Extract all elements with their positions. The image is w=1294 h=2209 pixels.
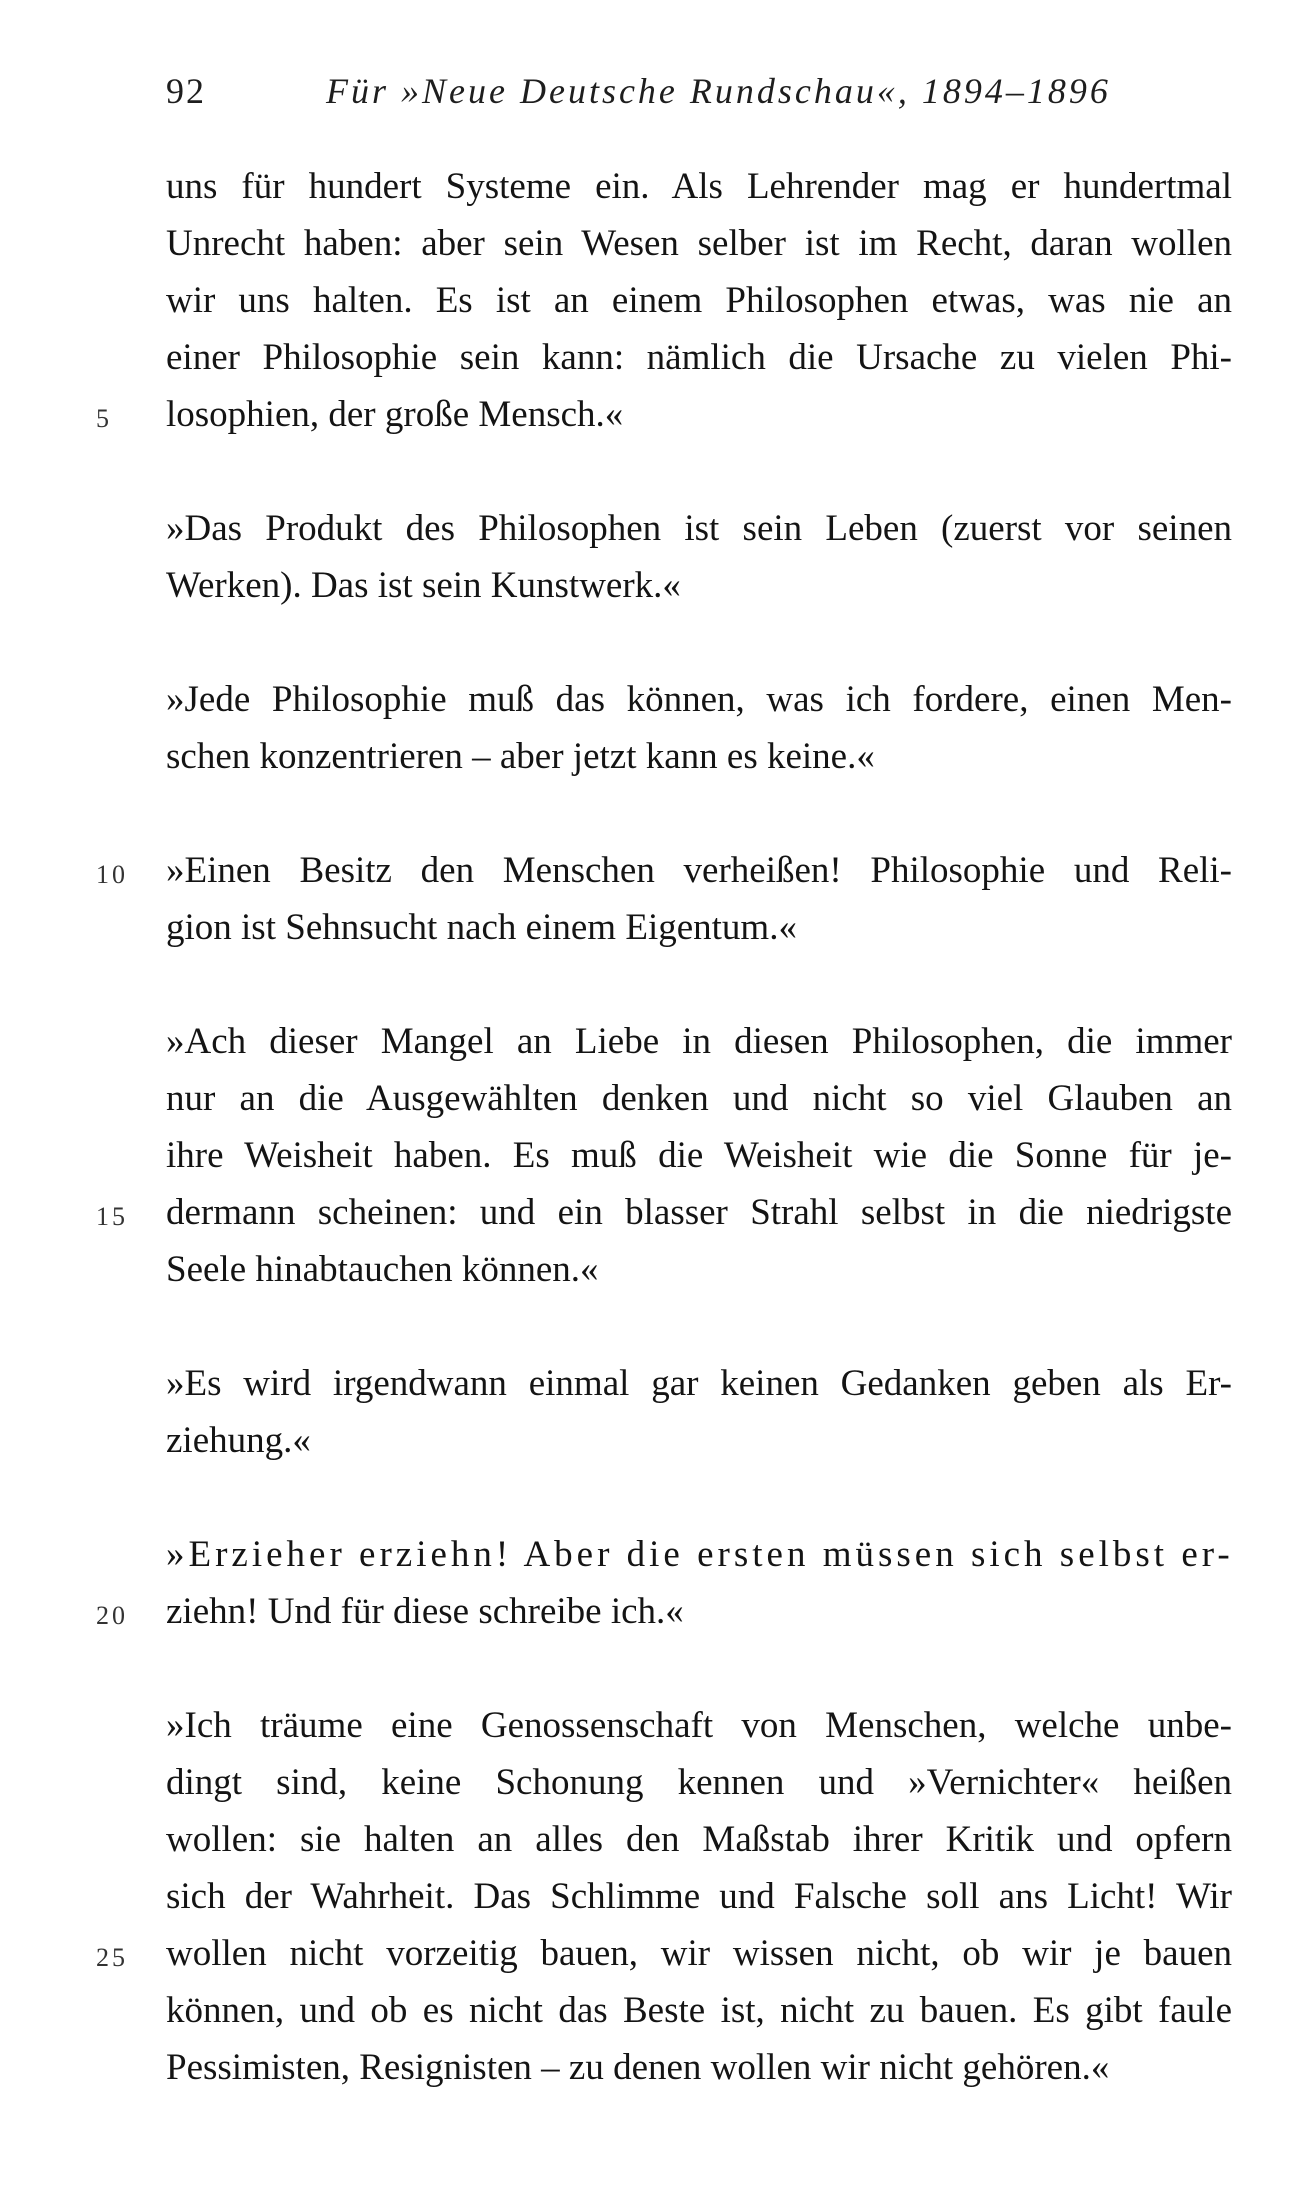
- text-line: [166, 1526, 1232, 1583]
- line-text: »Es wird irgendwann einmal gar keinen Gedanken geben als Er-: [166, 1363, 1232, 1404]
- text-line: [166, 2039, 1232, 2096]
- paragraph: [96, 1526, 1234, 1640]
- line-number: 10: [96, 860, 128, 889]
- line-text: »Das Produkt des Philosophen ist sein Leben (zuerst vor seinen: [166, 508, 1232, 549]
- text-line: [96, 386, 1232, 443]
- line-text: »Ich träume eine Genossenschaft von Menschen, welche unbe-: [166, 1705, 1232, 1746]
- paragraph: [96, 1013, 1232, 1298]
- line-text: ziehung.«: [166, 1420, 311, 1461]
- text-line: [166, 1754, 1232, 1811]
- line-text: schen konzentrieren – aber jetzt kann es keine.«: [166, 736, 875, 777]
- paragraph: [166, 671, 1232, 785]
- page-number: 92: [166, 71, 206, 111]
- line-number: 25: [96, 1943, 128, 1972]
- line-number: 5: [96, 404, 112, 433]
- text-line: [166, 728, 1232, 785]
- line-text: »Ach dieser Mangel an Liebe in diesen Philosophen, die immer: [166, 1021, 1232, 1062]
- line-number: 20: [96, 1601, 128, 1630]
- line-text: ziehn! Und für diese schreibe ich.«: [166, 1591, 684, 1632]
- body-text: [96, 158, 1234, 2153]
- paragraph: [96, 842, 1232, 956]
- text-line: [166, 1013, 1232, 1070]
- text-line: [166, 1355, 1232, 1412]
- text-line: [166, 215, 1232, 272]
- text-line: [166, 1868, 1232, 1925]
- text-line: [166, 1070, 1232, 1127]
- line-text: gion ist Sehnsucht nach einem Eigentum.«: [166, 907, 797, 948]
- text-line: [96, 1925, 1232, 1982]
- running-header: [166, 70, 1166, 120]
- paragraph: [96, 1697, 1232, 2096]
- text-line: [166, 1241, 1232, 1298]
- line-text: wollen nicht vorzeitig bauen, wir wissen nicht, ob wir je bauen: [166, 1933, 1232, 1974]
- line-text: sich der Wahrheit. Das Schlimme und Falsche soll ans Licht! Wir: [166, 1876, 1232, 1917]
- line-text: Unrecht haben: aber sein Wesen selber ist im Recht, daran wollen: [166, 223, 1232, 264]
- line-text: Werken). Das ist sein Kunstwerk.«: [166, 565, 681, 606]
- line-text: dermann scheinen: und ein blasser Strahl selbst in die niedrigste: [166, 1192, 1232, 1233]
- line-text: Pessimisten, Resignisten – zu denen wollen wir nicht gehören.«: [166, 2047, 1110, 2088]
- text-line: [166, 557, 1232, 614]
- line-text: »Einen Besitz den Menschen verheißen! Philosophie und Reli-: [166, 850, 1232, 891]
- paragraph: [96, 158, 1232, 443]
- line-text: uns für hundert Systeme ein. Als Lehrender mag er hundertmal: [166, 166, 1232, 207]
- line-text: wollen: sie halten an alles den Maßstab ihrer Kritik und opfern: [166, 1819, 1232, 1860]
- text-line: [166, 1412, 1232, 1469]
- line-text: »Jede Philosophie muß das können, was ich fordere, einen Men-: [166, 679, 1232, 720]
- running-title: Für »Neue Deutsche Rundschau«, 1894–1896: [326, 71, 1111, 111]
- line-text: können, und ob es nicht das Beste ist, nicht zu bauen. Es gibt faule: [166, 1990, 1232, 2031]
- paragraph: [166, 1355, 1232, 1469]
- text-line: [166, 1982, 1232, 2039]
- line-text: einer Philosophie sein kann: nämlich die Ursache zu vielen Phi-: [166, 337, 1232, 378]
- line-text: ihre Weisheit haben. Es muß die Weisheit wie die Sonne für je-: [166, 1135, 1232, 1176]
- text-line: [166, 671, 1232, 728]
- text-line: [96, 1583, 1232, 1640]
- text-line: [166, 1127, 1232, 1184]
- line-text: losophien, der große Mensch.«: [166, 394, 624, 435]
- text-line: [166, 329, 1232, 386]
- text-line: [96, 1184, 1232, 1241]
- text-line: [166, 500, 1232, 557]
- text-line: [96, 842, 1232, 899]
- line-number: 15: [96, 1202, 128, 1231]
- text-line: [166, 272, 1232, 329]
- text-line: [166, 158, 1232, 215]
- line-text: Seele hinabtauchen können.«: [166, 1249, 599, 1290]
- text-line: [166, 1811, 1232, 1868]
- line-text: nur an die Ausgewählten denken und nicht so viel Glauben an: [166, 1078, 1232, 1119]
- line-text: dingt sind, keine Schonung kennen und »Vernichter« heißen: [166, 1762, 1232, 1803]
- paragraph: [166, 500, 1232, 614]
- text-line: [166, 899, 1232, 956]
- line-text: »Erzieher erziehn! Aber die ersten müssen sich selbst er-: [166, 1534, 1234, 1575]
- line-text: wir uns halten. Es ist an einem Philosophen etwas, was nie an: [166, 280, 1232, 321]
- text-line: [166, 1697, 1232, 1754]
